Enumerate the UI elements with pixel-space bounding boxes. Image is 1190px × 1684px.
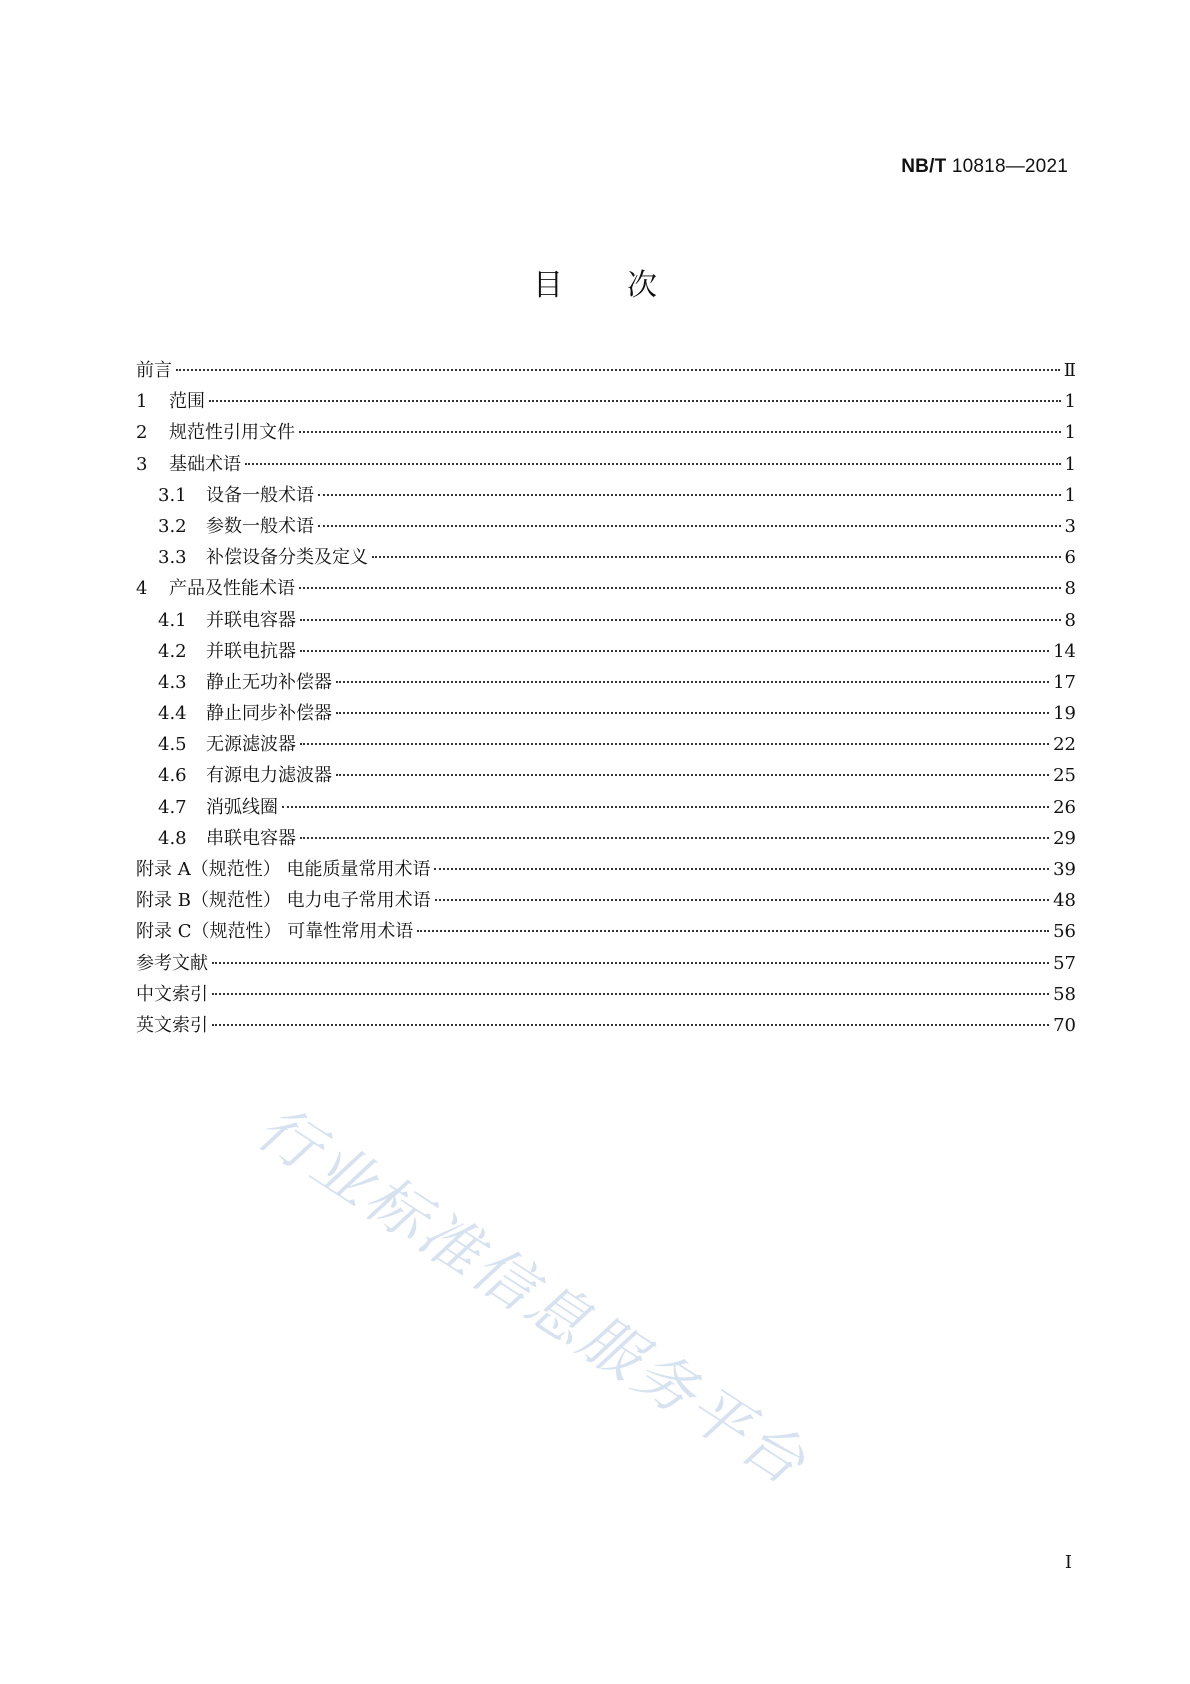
- toc-dot-leader: [417, 930, 1049, 932]
- toc-dot-leader: [300, 837, 1049, 839]
- toc-entry-page: 19: [1053, 703, 1076, 725]
- toc-entry-number: 4.1: [158, 609, 187, 631]
- toc-entry[interactable]: [136, 668, 1076, 699]
- toc-entry[interactable]: [136, 481, 1076, 512]
- toc-dot-leader: [318, 525, 1061, 527]
- toc-entry-number: 1: [136, 391, 148, 413]
- toc-entry-title: 参考文献: [136, 952, 208, 974]
- toc-entry[interactable]: [136, 512, 1076, 543]
- toc-entry-title: 并联电抗器: [206, 640, 296, 662]
- toc-entry-title: 前言: [136, 360, 172, 381]
- toc-entry-number: 4.7: [158, 796, 187, 818]
- toc-entry-number: 3: [136, 453, 148, 475]
- toc-dot-leader: [212, 962, 1049, 964]
- toc-dot-leader: [336, 681, 1049, 683]
- toc-entry-page: 1: [1064, 422, 1076, 444]
- toc-entry[interactable]: [136, 387, 1076, 418]
- toc-entry-title: 设备一般术语: [206, 484, 314, 506]
- toc-entry-page: 70: [1053, 1014, 1076, 1036]
- toc-entry-title: 附录 B（规范性） 电力电子常用术语: [136, 890, 431, 912]
- toc-entry-number: 2: [136, 422, 148, 444]
- toc-entry[interactable]: [136, 980, 1076, 1011]
- toc-entry-page: 17: [1053, 671, 1076, 693]
- toc-entry-title: 产品及性能术语: [169, 578, 295, 600]
- toc-entry-title: 参数一般术语: [206, 515, 314, 537]
- toc-entry[interactable]: [136, 793, 1076, 824]
- toc-entry-page: 26: [1053, 796, 1076, 818]
- toc-entry[interactable]: [136, 1011, 1076, 1042]
- toc-entry-title: 附录 C（规范性） 可靠性常用术语: [136, 921, 414, 943]
- table-of-contents: [136, 356, 1076, 1042]
- toc-entry-title: 附录 A（规范性） 电能质量常用术语: [136, 859, 431, 880]
- toc-entry-number: 4: [136, 578, 148, 600]
- toc-entry-title: 基础术语: [169, 453, 241, 475]
- toc-entry[interactable]: [136, 824, 1076, 855]
- toc-entry-page: 58: [1053, 983, 1076, 1005]
- toc-entry-title: 消弧线圈: [206, 796, 278, 818]
- toc-dot-leader: [300, 743, 1049, 745]
- toc-entry-page: 57: [1053, 952, 1076, 974]
- toc-entry-page: 25: [1053, 765, 1076, 787]
- toc-entry-title: 规范性引用文件: [169, 422, 295, 444]
- toc-entry-title: 有源电力滤波器: [206, 765, 332, 787]
- toc-entry-title: 并联电容器: [206, 609, 296, 631]
- toc-dot-leader: [209, 400, 1061, 402]
- toc-entry-page: 22: [1053, 734, 1076, 756]
- toc-dot-leader: [245, 463, 1061, 465]
- toc-entry-number: 3.2: [158, 515, 187, 537]
- toc-entry-number: 4.2: [158, 640, 187, 662]
- toc-entry[interactable]: [136, 699, 1076, 730]
- toc-entry-page: 8: [1064, 609, 1076, 631]
- toc-entry-number: 4.6: [158, 765, 187, 787]
- toc-entry[interactable]: [136, 637, 1076, 668]
- toc-dot-leader: [434, 868, 1049, 870]
- toc-entry-page: 39: [1053, 859, 1076, 880]
- toc-entry-page: Ⅱ: [1063, 360, 1076, 381]
- watermark: 行业标准信息服务平台: [244, 1092, 820, 1501]
- toc-entry-number: 4.3: [158, 671, 187, 693]
- toc-dot-leader: [299, 431, 1061, 433]
- toc-entry-title: 无源滤波器: [206, 734, 296, 756]
- toc-entry-title: 串联电容器: [206, 827, 296, 849]
- toc-entry-page: 3: [1064, 515, 1076, 537]
- toc-entry-number: 4.5: [158, 734, 187, 756]
- toc-dot-leader: [282, 806, 1049, 808]
- toc-entry-page: 56: [1053, 921, 1076, 943]
- toc-entry-page: 6: [1064, 547, 1076, 569]
- standard-number: [901, 156, 1068, 178]
- toc-entry-title: 静止同步补偿器: [206, 703, 332, 725]
- toc-entry-title: 范围: [169, 391, 205, 413]
- toc-entry-title: 静止无功补偿器: [206, 671, 332, 693]
- toc-entry[interactable]: [136, 543, 1076, 574]
- toc-dot-leader: [318, 494, 1061, 496]
- standard-suffix: 10818—2021: [946, 156, 1068, 177]
- toc-entry[interactable]: [136, 855, 1076, 886]
- toc-entry[interactable]: [136, 450, 1076, 481]
- toc-dot-leader: [300, 650, 1049, 652]
- toc-entry[interactable]: [136, 761, 1076, 792]
- toc-entry[interactable]: [136, 886, 1076, 917]
- toc-entry-number: 4.8: [158, 827, 187, 849]
- page-title: 目次: [533, 268, 721, 303]
- toc-dot-leader: [176, 369, 1060, 371]
- standard-prefix: NB/T: [901, 156, 947, 177]
- toc-entry-page: 14: [1053, 640, 1076, 662]
- toc-entry[interactable]: [136, 917, 1076, 948]
- toc-entry-page: 1: [1064, 484, 1076, 506]
- toc-entry-number: 3.1: [158, 484, 187, 506]
- toc-entry-page: 1: [1064, 453, 1076, 475]
- toc-entry-title: 英文索引: [136, 1014, 208, 1036]
- toc-entry-page: 8: [1064, 578, 1076, 600]
- toc-entry-number: 3.3: [158, 547, 187, 569]
- footer-page-number: I: [1064, 1552, 1072, 1573]
- toc-dot-leader: [299, 587, 1061, 589]
- toc-entry-title: 补偿设备分类及定义: [206, 547, 368, 569]
- toc-entry[interactable]: [136, 730, 1076, 761]
- toc-entry[interactable]: [136, 356, 1076, 387]
- toc-entry-page: 1: [1064, 391, 1076, 413]
- toc-entry-title: 中文索引: [136, 983, 208, 1005]
- toc-entry-number: 4.4: [158, 703, 187, 725]
- toc-entry[interactable]: [136, 574, 1076, 605]
- toc-dot-leader: [372, 556, 1061, 558]
- toc-dot-leader: [212, 1024, 1049, 1026]
- toc-dot-leader: [300, 619, 1061, 621]
- toc-entry[interactable]: [136, 418, 1076, 449]
- toc-entry-page: 29: [1053, 827, 1076, 849]
- toc-dot-leader: [435, 899, 1049, 901]
- toc-dot-leader: [212, 993, 1049, 995]
- toc-entry[interactable]: [136, 949, 1076, 980]
- toc-dot-leader: [336, 774, 1049, 776]
- toc-entry[interactable]: [136, 606, 1076, 637]
- toc-dot-leader: [336, 712, 1049, 714]
- toc-entry-page: 48: [1053, 890, 1076, 912]
